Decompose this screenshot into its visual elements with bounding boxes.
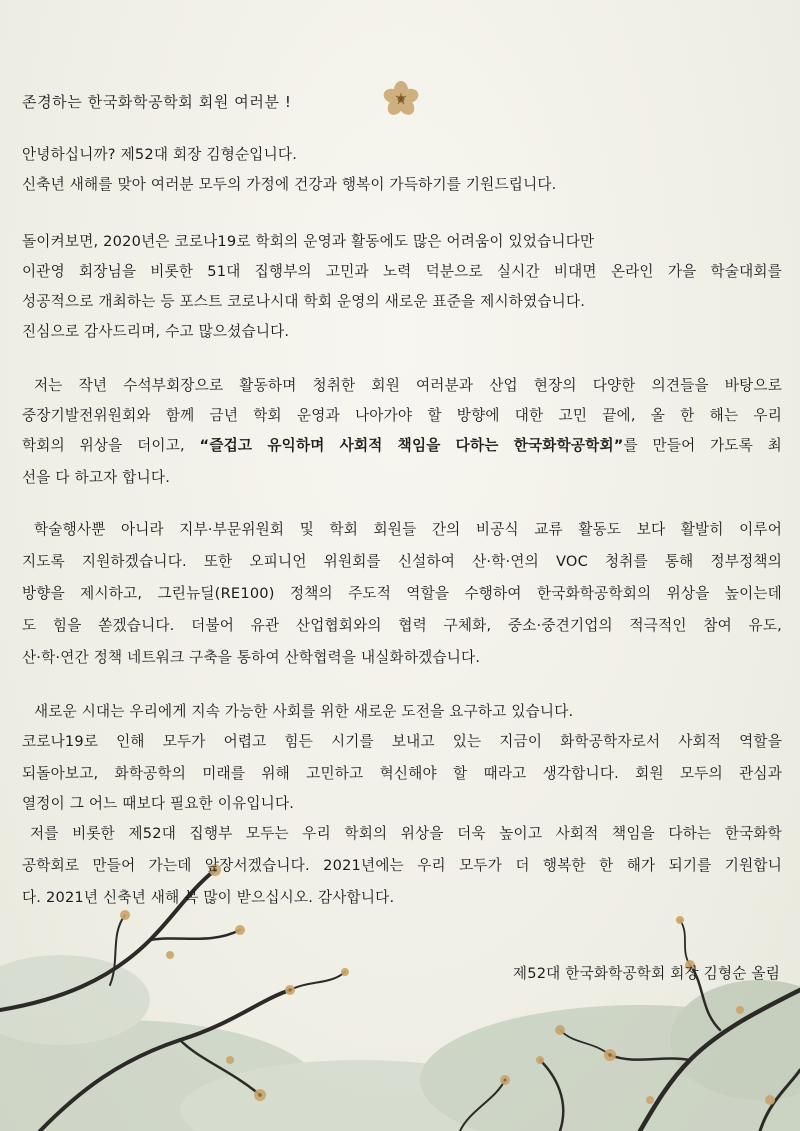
paragraph-3-line-3 [22,436,782,456]
paragraph-4-line-1: 학술행사뿐 아니라 지부·부문위원회 및 학회 회원들 간의 비공식 교류 활동도 보다 활발히 이루어 [34,521,782,538]
paragraph-3-line-2: 중장기발전위원회와 함께 금년 학회 운영과 나아가야 할 방향에 대한 고민 끝에, 올 한 해는 우리 [22,407,782,424]
paragraph-3-line-1: 저는 작년 수석부회장으로 활동하며 청취한 회원 여러분과 산업 현장의 다양한 의견들을 바탕으로 [34,377,782,394]
paragraph-5-line-2: 코로나19로 인해 모두가 어렵고 힘든 시기를 보내고 있는 지금이 화학공학자로서 사회적 역할을 [22,733,782,750]
paragraph-6-line-3: 다. 2021년 신축년 새해 복 많이 받으십시오. 감사합니다. [22,889,395,906]
signature-line: 제52대 한국화학공학회 회장 김형순 올림 [512,965,780,982]
highlighted-motto: “즐겁고 유익하며 사회적 책임을 다하는 한국화학공학회” [199,437,624,454]
paragraph-6-line-1: 저를 비롯한 제52대 집행부 모두는 우리 학회의 위상을 더욱 높이고 사회적 책임을 다하는 한국화학 [30,825,782,842]
paragraph-4-line-3: 방향을 제시하고, 그린뉴딜(RE100) 정책의 주도적 역할을 수행하여 한국화학공학회의 위상을 높이는데 [22,585,782,602]
paragraph-2-line-2: 이관영 회장님을 비롯한 51대 집행부의 고민과 노력 덕분으로 실시간 비대면 온라인 가을 학술대회를 [22,263,782,280]
paragraph-2-line-1: 돌이켜보면, 2020년은 코로나19로 학회의 운영과 활동에도 많은 어려움이 있었습니다만 [22,233,595,250]
paragraph-4-line-4: 도 힘을 쏟겠습니다. 더불어 유관 산업협회와의 협력 구체화, 중소·중견기업의 적극적인 참여 유도, [22,617,782,634]
paragraph-5-line-1: 새로운 시대는 우리에게 지속 가능한 사회를 위한 새로운 도전을 요구하고 있습니다. [34,703,574,720]
paragraph-1-line-2: 신축년 새해를 맞아 여러분 모두의 가정에 건강과 행복이 가득하기를 기원드립니다. [22,176,557,193]
paragraph-3-line-4: 선을 다 하고자 합니다. [22,469,171,486]
paragraph-2-line-4: 진심으로 감사드리며, 수고 많으셨습니다. [22,323,290,340]
paragraph-3-text-after: 를 만들어 가도록 최 [623,437,782,454]
paragraph-1-line-1: 안녕하십니까? 제52대 회장 김형순입니다. [22,146,298,163]
paragraph-4-line-5: 산·학·연간 정책 네트워크 구축을 통하여 산학협력을 내실화하겠습니다. [22,649,481,666]
paragraph-3-text-before: 학회의 위상을 더이고, [22,437,200,454]
paragraph-6-line-2: 공학회로 만들어 가는데 앞장서겠습니다. 2021년에는 우리 모두가 더 행복한 한 해가 되기를 기원합니 [22,857,782,874]
paragraph-5-line-3: 되돌아보고, 화학공학의 미래를 위해 고민하고 혁신해야 할 때라고 생각합니다. 회원 모두의 관심과 [22,765,782,782]
paragraph-4-line-2: 지도록 지원하겠습니다. 또한 오피니언 위원회를 신설하여 산·학·연의 VOC 청취를 통해 정부정책의 [22,553,782,570]
greeting-line: 존경하는 한국화학공학회 회원 여러분 ! [22,93,292,111]
paragraph-5-line-4: 열정이 그 어느 때보다 필요한 이유입니다. [22,795,295,812]
paragraph-2-line-3: 성공적으로 개최하는 등 포스트 코로나시대 학회 운영의 새로운 표준을 제시하였습니다. [22,293,586,310]
